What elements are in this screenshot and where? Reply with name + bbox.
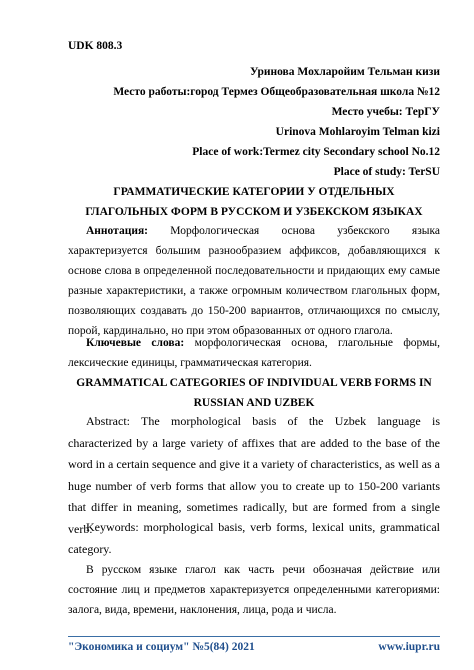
title-en-line-2: RUSSIAN AND UZBEK xyxy=(193,397,315,409)
workplace-ru: Место работы:город Термез Общеобразовательная школа №12 xyxy=(113,86,440,98)
study-place-ru: Место учебы: ТерГУ xyxy=(331,106,440,118)
keywords-ru xyxy=(68,333,440,373)
workplace-en: Place of work:Termez city Secondary school No.12 xyxy=(192,146,440,158)
footer-divider xyxy=(68,636,440,637)
keywords-ru-label: Ключевые слова: xyxy=(86,337,185,349)
abstract-ru-label: Аннотация: xyxy=(86,225,148,237)
footer-url[interactable]: www.iupr.ru xyxy=(378,641,440,653)
abstract-ru xyxy=(68,221,440,341)
title-ru-line-2: ГЛАГОЛЬНЫХ ФОРМ В РУССКОМ И УЗБЕКСКОМ ЯЗЫКАХ xyxy=(85,206,423,218)
study-place-en: Place of study: TerSU xyxy=(333,166,440,178)
body-paragraph-ru: В русском языке глагол как часть речи обозначая действие или состояние лиц и предметов характеризуется определенными категориями: залога, вида, времени, наклонения, лица, рода и числа. xyxy=(68,564,440,616)
author-name-en: Urinova Mohlaroyim Telman kizi xyxy=(275,126,440,138)
title-en xyxy=(68,373,440,413)
author-name-ru: Уринова Мохларойим Тельман кизи xyxy=(249,66,440,78)
abstract-ru-text: Морфологическая основа узбекского языка характеризуется большим разнообразием аффиксов, добавляющихся к основе слова в определенной последовательности и придающих ему самые разные характеристики, а также огромным количеством глагольных форм, позволяющих создавать до 150-200 вариантов, отличающихся по смыслу, порой, кардинально, но при этом образованных от одного глагола. xyxy=(68,225,440,337)
footer xyxy=(68,641,440,653)
abstract-en: Abstract: The morphological basis of the Uzbek language is characterized by a large variety of affixes that are added to the base of the word in a certain sequence and give it a variety of characteristics, as well as a huge number of verb forms that allow you to create up to 150-200 variants that differ in meaning, sometimes radically, but are formed from a single verb. xyxy=(68,414,440,536)
footer-journal: "Экономика и социум" №5(84) 2021 xyxy=(68,641,255,653)
title-en-line-1: GRAMMATICAL CATEGORIES OF INDIVIDUAL VERB FORMS IN xyxy=(76,377,432,389)
keywords-ru-text: морфологическая основа, глагольные формы, лексические единицы, грамматическая категория. xyxy=(68,337,440,369)
title-ru xyxy=(68,182,440,222)
title-ru-line-1: ГРАММАТИЧЕСКИЕ КАТЕГОРИИ У ОТДЕЛЬНЫХ xyxy=(113,186,395,198)
keywords-en: Keywords: morphological basis, verb forms, lexical units, grammatical category. xyxy=(68,520,440,556)
udk-code: UDK 808.3 xyxy=(68,40,123,52)
